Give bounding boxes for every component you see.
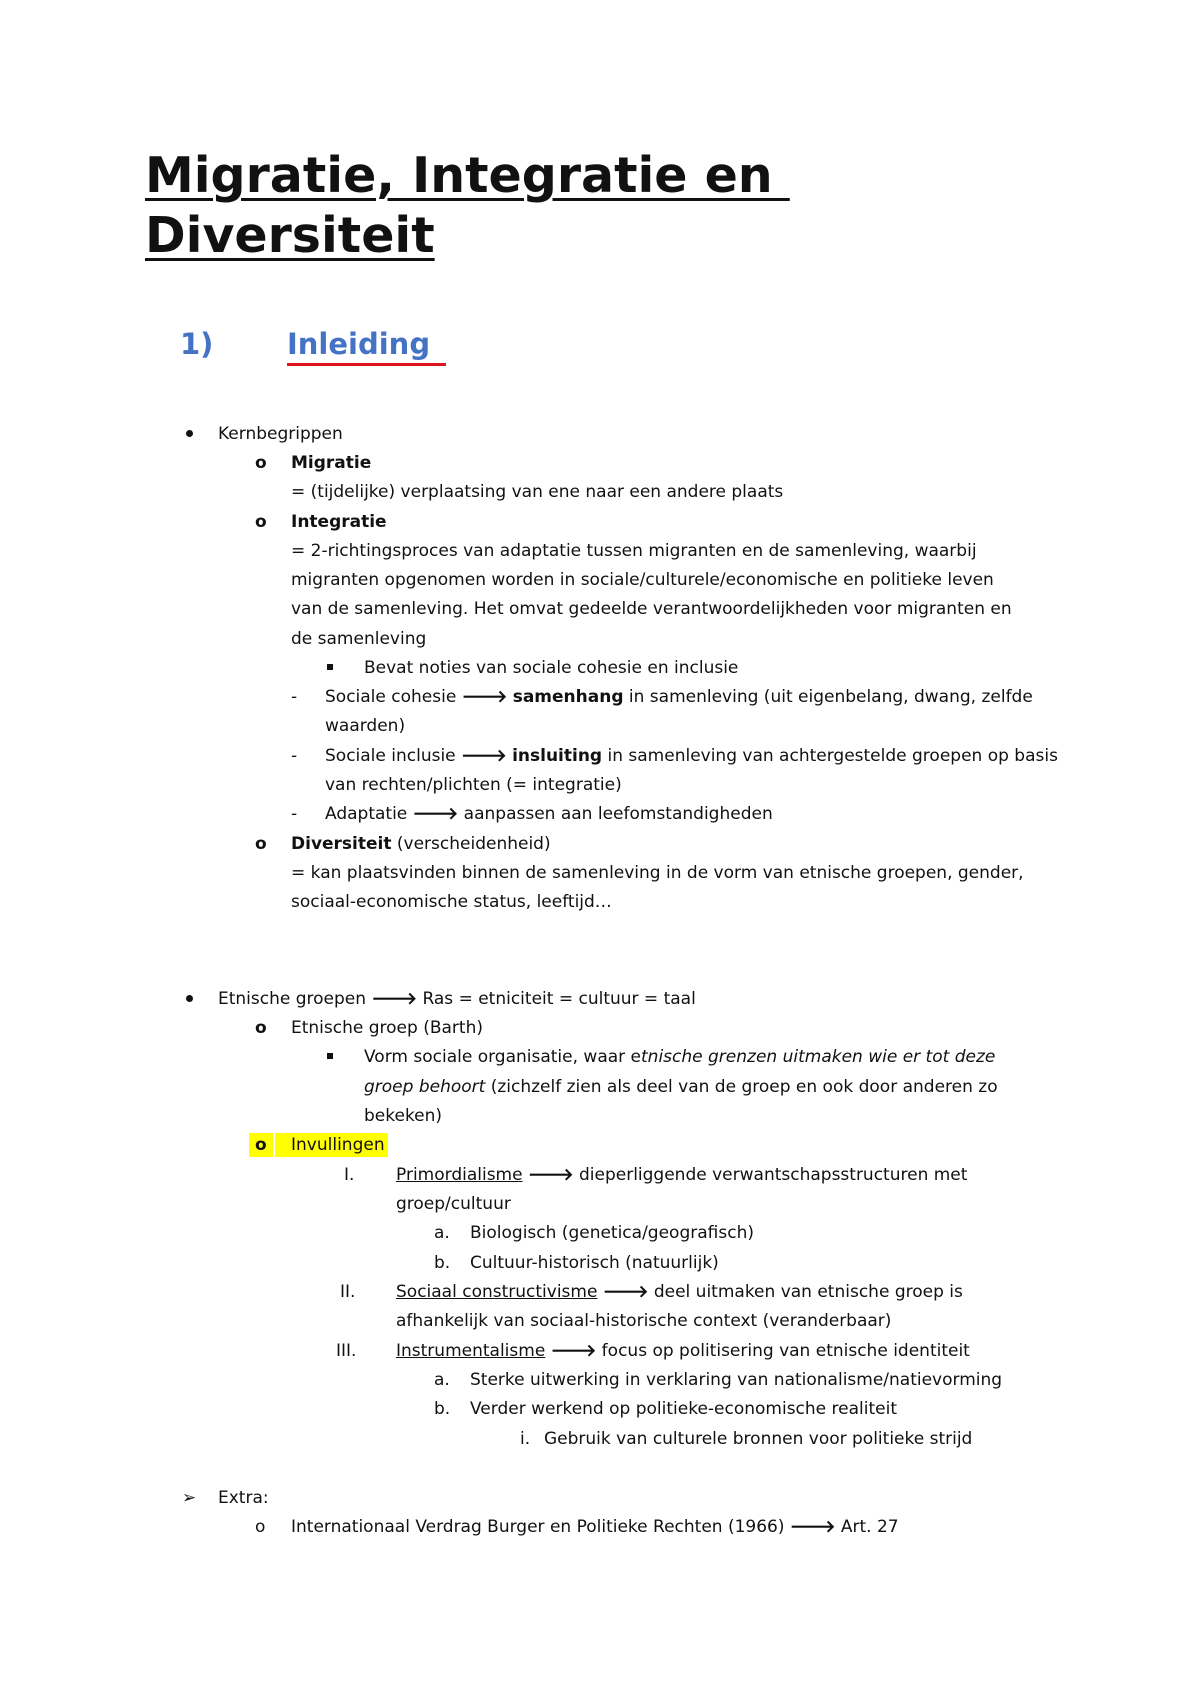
def-integratie-3: van de samenleving. Het omvat gedeelde verantwoordelijkheden voor migranten en [291, 599, 1012, 619]
letter-marker: a. [434, 1223, 450, 1243]
letter-marker: b. [434, 1399, 451, 1419]
item-sociaal-constructivisme-cont: afhankelijk van sociaal-historische context (veranderbaar) [396, 1311, 892, 1331]
roman-numeral-marker: i. [520, 1429, 531, 1449]
letter-marker: b. [434, 1253, 451, 1273]
dash-bullet-icon: - [291, 746, 298, 766]
arrow-icon: 🡒 [789, 1517, 836, 1537]
item-biologisch: Biologisch (genetica/geografisch) [470, 1223, 754, 1243]
item-vorm-1: Vorm sociale organisatie, waar etnische grenzen uitmaken wie er tot deze [364, 1047, 996, 1067]
arrow-icon: 🡒 [602, 1282, 649, 1302]
item-vorm-2: groep behoort (zichzelf zien als deel van de groep en ook door anderen zo [364, 1077, 998, 1097]
circle-bullet-icon: o [255, 834, 267, 854]
item-invullingen: Invullingen [275, 1133, 388, 1157]
section-number: 1) [180, 327, 214, 361]
def-integratie-4: de samenleving [291, 629, 427, 649]
item-primordialisme-cont: groep/cultuur [396, 1194, 511, 1214]
def-migratie: = (tijdelijke) verplaatsing van ene naar een andere plaats [291, 482, 784, 502]
pointer-arrow-icon: ➢ [182, 1488, 197, 1508]
title-line-1: Migratie, Integratie en [145, 147, 790, 204]
circle-bullet-icon: o [255, 453, 267, 473]
sub-noties: Bevat noties van sociale cohesie en inclusie [364, 658, 739, 678]
letter-marker: a. [434, 1370, 450, 1390]
arrow-icon: 🡒 [550, 1341, 597, 1361]
dash-bullet-icon: - [291, 687, 298, 707]
circle-bullet-icon: o [255, 1517, 266, 1537]
arrow-icon: 🡒 [461, 687, 508, 707]
title-line-2: Diversiteit [145, 207, 435, 264]
def-diversiteit-2: sociaal-economische status, leeftijd… [291, 892, 612, 912]
item-sociaal-constructivisme: Sociaal constructivisme 🡒 deel uitmaken van etnische groep is [396, 1282, 963, 1302]
def-diversiteit-1: = kan plaatsvinden binnen de samenleving in de vorm van etnische groepen, gender, [291, 863, 1024, 883]
item-sociale-inclusie: Sociale inclusie 🡒 insluiting in samenleving van achtergestelde groepen op basis [325, 746, 1058, 766]
def-integratie-2: migranten opgenomen worden in sociale/culturele/economische en politieke leven [291, 570, 994, 590]
item-primordialisme: Primordialisme 🡒 dieperliggende verwantschapsstructuren met [396, 1165, 968, 1185]
list-item-extra: Extra: [218, 1488, 269, 1508]
arrow-icon: 🡒 [412, 804, 459, 824]
item-sociale-cohesie-cont: waarden) [325, 716, 406, 736]
square-bullet-icon [327, 1053, 333, 1059]
item-sociale-inclusie-cont: van rechten/plichten (= integratie) [325, 775, 622, 795]
item-verdrag: Internationaal Verdrag Burger en Politieke Rechten (1966) 🡒 Art. 27 [291, 1517, 899, 1537]
item-instrumentalisme: Instrumentalisme 🡒 focus op politisering van etnische identiteit [396, 1341, 970, 1361]
arrow-icon: 🡒 [461, 746, 507, 766]
circle-bullet-icon: o [249, 1133, 273, 1157]
item-sterke-uitwerking: Sterke uitwerking in verklaring van nationalisme/natievorming [470, 1370, 1003, 1390]
term-diversiteit: Diversiteit (verscheidenheid) [291, 834, 551, 854]
item-sociale-cohesie: Sociale cohesie 🡒 samenhang in samenleving (uit eigenbelang, dwang, zelfde [325, 687, 1033, 707]
roman-numeral-marker: II. [340, 1282, 356, 1302]
arrow-icon: 🡒 [527, 1165, 574, 1185]
spellcheck-underline [287, 363, 446, 366]
list-item-etnische-groepen: Etnische groepen 🡒 Ras = etniciteit = cultuur = taal [218, 989, 696, 1009]
section-title: Inleiding [287, 327, 431, 361]
item-culturele-bronnen: Gebruik van culturele bronnen voor politieke strijd [544, 1429, 973, 1449]
item-barth: Etnische groep (Barth) [291, 1018, 483, 1038]
list-item-kernbegrippen: Kernbegrippen [218, 424, 343, 444]
item-vorm-3: bekeken) [364, 1106, 443, 1126]
arrow-icon: 🡒 [371, 989, 418, 1009]
bullet-dot-icon [186, 430, 193, 437]
dash-bullet-icon: - [291, 804, 298, 824]
roman-numeral-marker: III. [336, 1341, 357, 1361]
square-bullet-icon [327, 664, 333, 670]
def-integratie-1: = 2-richtingsproces van adaptatie tussen migranten en de samenleving, waarbij [291, 541, 977, 561]
item-cultuur-historisch: Cultuur-historisch (natuurlijk) [470, 1253, 719, 1273]
item-verder-werkend: Verder werkend op politieke-economische realiteit [470, 1399, 897, 1419]
page-title [145, 146, 790, 266]
item-adaptatie: Adaptatie 🡒 aanpassen aan leefomstandigheden [325, 804, 773, 824]
term-integratie: Integratie [291, 512, 387, 532]
circle-bullet-icon: o [255, 1018, 267, 1038]
roman-numeral-marker: I. [344, 1165, 355, 1185]
circle-bullet-icon: o [255, 512, 267, 532]
bullet-dot-icon [186, 995, 193, 1002]
term-migratie: Migratie [291, 453, 372, 473]
